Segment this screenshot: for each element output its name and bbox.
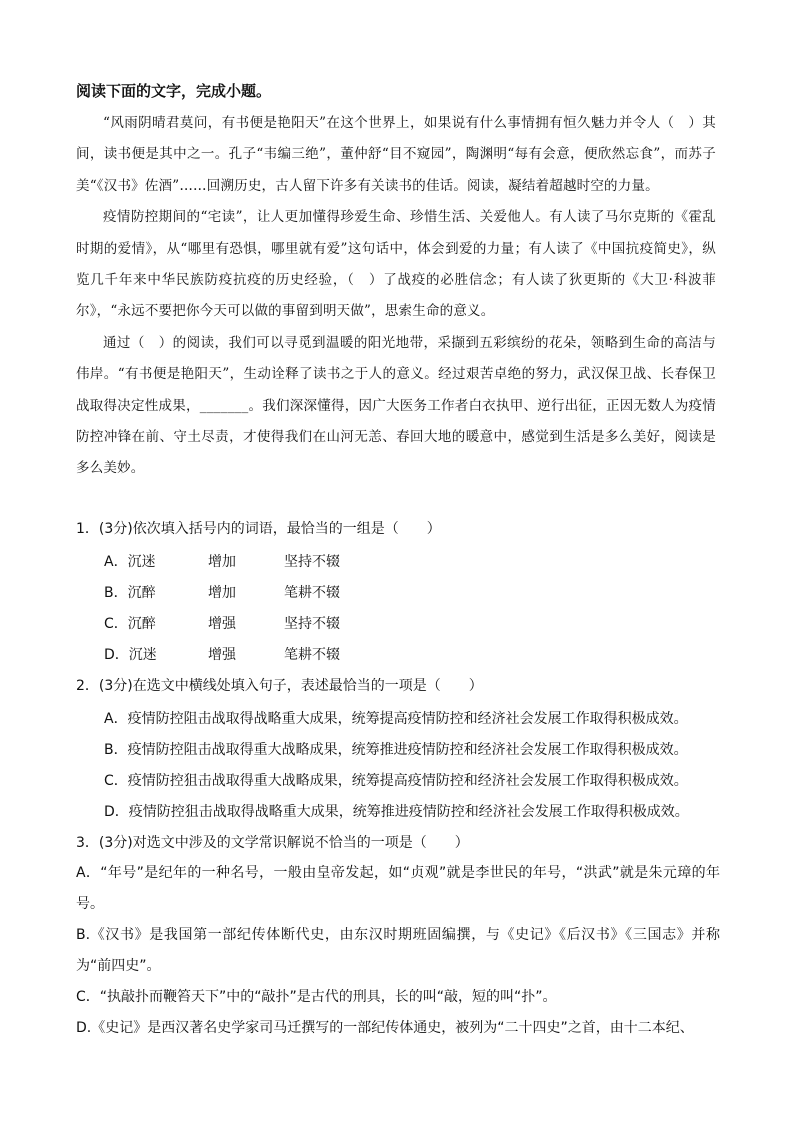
question-3-stem: 3．(3分)对选文中涉及的文学常识解说不恰当的一项是（ ） — [76, 835, 469, 851]
question-2-option-b: B．疫情防控阻击战取得重大战略成果，统筹推进疫情防控和经济社会发展工作取得积极成效。 — [104, 742, 688, 758]
option-word-1: 沉醉 — [127, 585, 156, 601]
option-word-3: 坚持不辍 — [284, 554, 340, 570]
question-1-option-c — [104, 613, 340, 633]
option-word-2: 增加 — [208, 554, 236, 570]
option-word-3: 笔耕不辍 — [284, 647, 340, 663]
option-word-3: 笔耕不辍 — [284, 585, 340, 601]
question-2-option-d: D．疫情防控狙击战取得战略重大成果，统筹推进疫情防控和经济社会发展工作取得积极成效。 — [104, 804, 689, 820]
option-word-3: 坚持不辍 — [284, 616, 340, 632]
option-word-2: 增强 — [208, 647, 236, 663]
question-3-option-b: B.《汉书》是我国第一部纪传体断代史，由东汉时期班固编撰，与《史记》《后汉书》《三国志》并称为“前四史”。 — [76, 927, 720, 974]
question-2-option-a: A．疫情防控阻击战取得战略重大成果，统筹提高疫情防控和经济社会发展工作取得积极成效。 — [104, 711, 688, 727]
question-1-option-d — [104, 644, 340, 664]
option-word-1: 沉迷 — [127, 554, 156, 570]
reading-passage — [76, 108, 716, 485]
question-1-option-b — [104, 582, 340, 602]
option-word-2: 增加 — [208, 585, 236, 601]
question-3-option-d: D.《史记》是西汉著名史学家司马迁撰写的一部纪传体通史，被列为“二十四史”之首，由十二本纪、 — [76, 1020, 694, 1036]
option-word-1: 沉醉 — [127, 616, 156, 632]
option-letter: D． — [104, 647, 129, 663]
passage-paragraph-3: 通过（ ）的阅读，我们可以寻觅到温暖的阳光地带，采撷到五彩缤纷的花朵，领略到生命的高洁与伟岸。“有书便是艳阳天”，生动诠释了读书之于人的意义。经过艰苦卓绝的努力，武汉保卫战、长春保卫战取得决定性成果，_______。我们深深懂得，因广大医务工作者白衣执甲、逆行出征，正因无数人为疫情防控冲锋在前、守土尽责，才使得我们在山河无恙、春回大地的暖意中，感觉到生活是多么美好，阅读是多么美妙。 — [76, 334, 716, 477]
section-heading: 阅读下面的文字，完成小题。 — [76, 82, 272, 100]
option-letter: B． — [104, 585, 128, 601]
passage-paragraph-1: “风雨阴晴君莫问，有书便是艳阳天”在这个世界上，如果说有什么事情拥有恒久魅力并令人（ ）其间，读书便是其中之一。孔子“韦编三绝”，董仲舒“目不窥园”，陶渊明“每有会意，便欣然忘食”，而苏子美“《汉书》佐酒”……回溯历史，古人留下许多有关读书的佳话。阅读，凝结着超越时空的力量。 — [76, 115, 716, 194]
question-2-stem: 2．(3分)在选文中横线处填入句子，表述最恰当的一项是（ ） — [76, 678, 483, 694]
option-word-1: 沉迷 — [128, 647, 157, 663]
question-2-option-c: C．疫情防控狙击战取得重大战略成果，统筹提高疫情防控和经济社会发展工作取得积极成效。 — [104, 773, 688, 789]
question-1-stem: 1．(3分)依次填入括号内的词语，最恰当的一组是（ ） — [76, 521, 441, 537]
option-letter: C． — [104, 616, 128, 632]
option-letter: A． — [104, 554, 128, 570]
question-3-option-c: C．“执敲扑而鞭笞天下”中的“敲扑”是古代的刑具，长的叫“敲，短的叫“扑”。 — [76, 989, 557, 1005]
passage-paragraph-2: 疫情防控期间的“宅读”，让人更加懂得珍爱生命、珍惜生活、关爱他人。有人读了马尔克斯的《霍乱时期的爱情》，从“哪里有恐惧，哪里就有爱”这句话中，体会到爱的力量；有人读了《中国抗疫简史》，纵览几千年来中华民族防疫抗疫的历史经验，（ ）了战疫的必胜信念；有人读了狄更斯的《大卫·科波菲尔》，“永远不要把你今天可以做的事留到明天做”，思索生命的意义。 — [76, 209, 716, 320]
question-1-option-a — [104, 551, 340, 571]
option-word-2: 增强 — [208, 616, 236, 632]
question-3-option-a: A．“年号”是纪年的一种名号，一般由皇帝发起，如“贞观”就是李世民的年号，“洪武”就是朱元璋的年号。 — [76, 865, 720, 912]
